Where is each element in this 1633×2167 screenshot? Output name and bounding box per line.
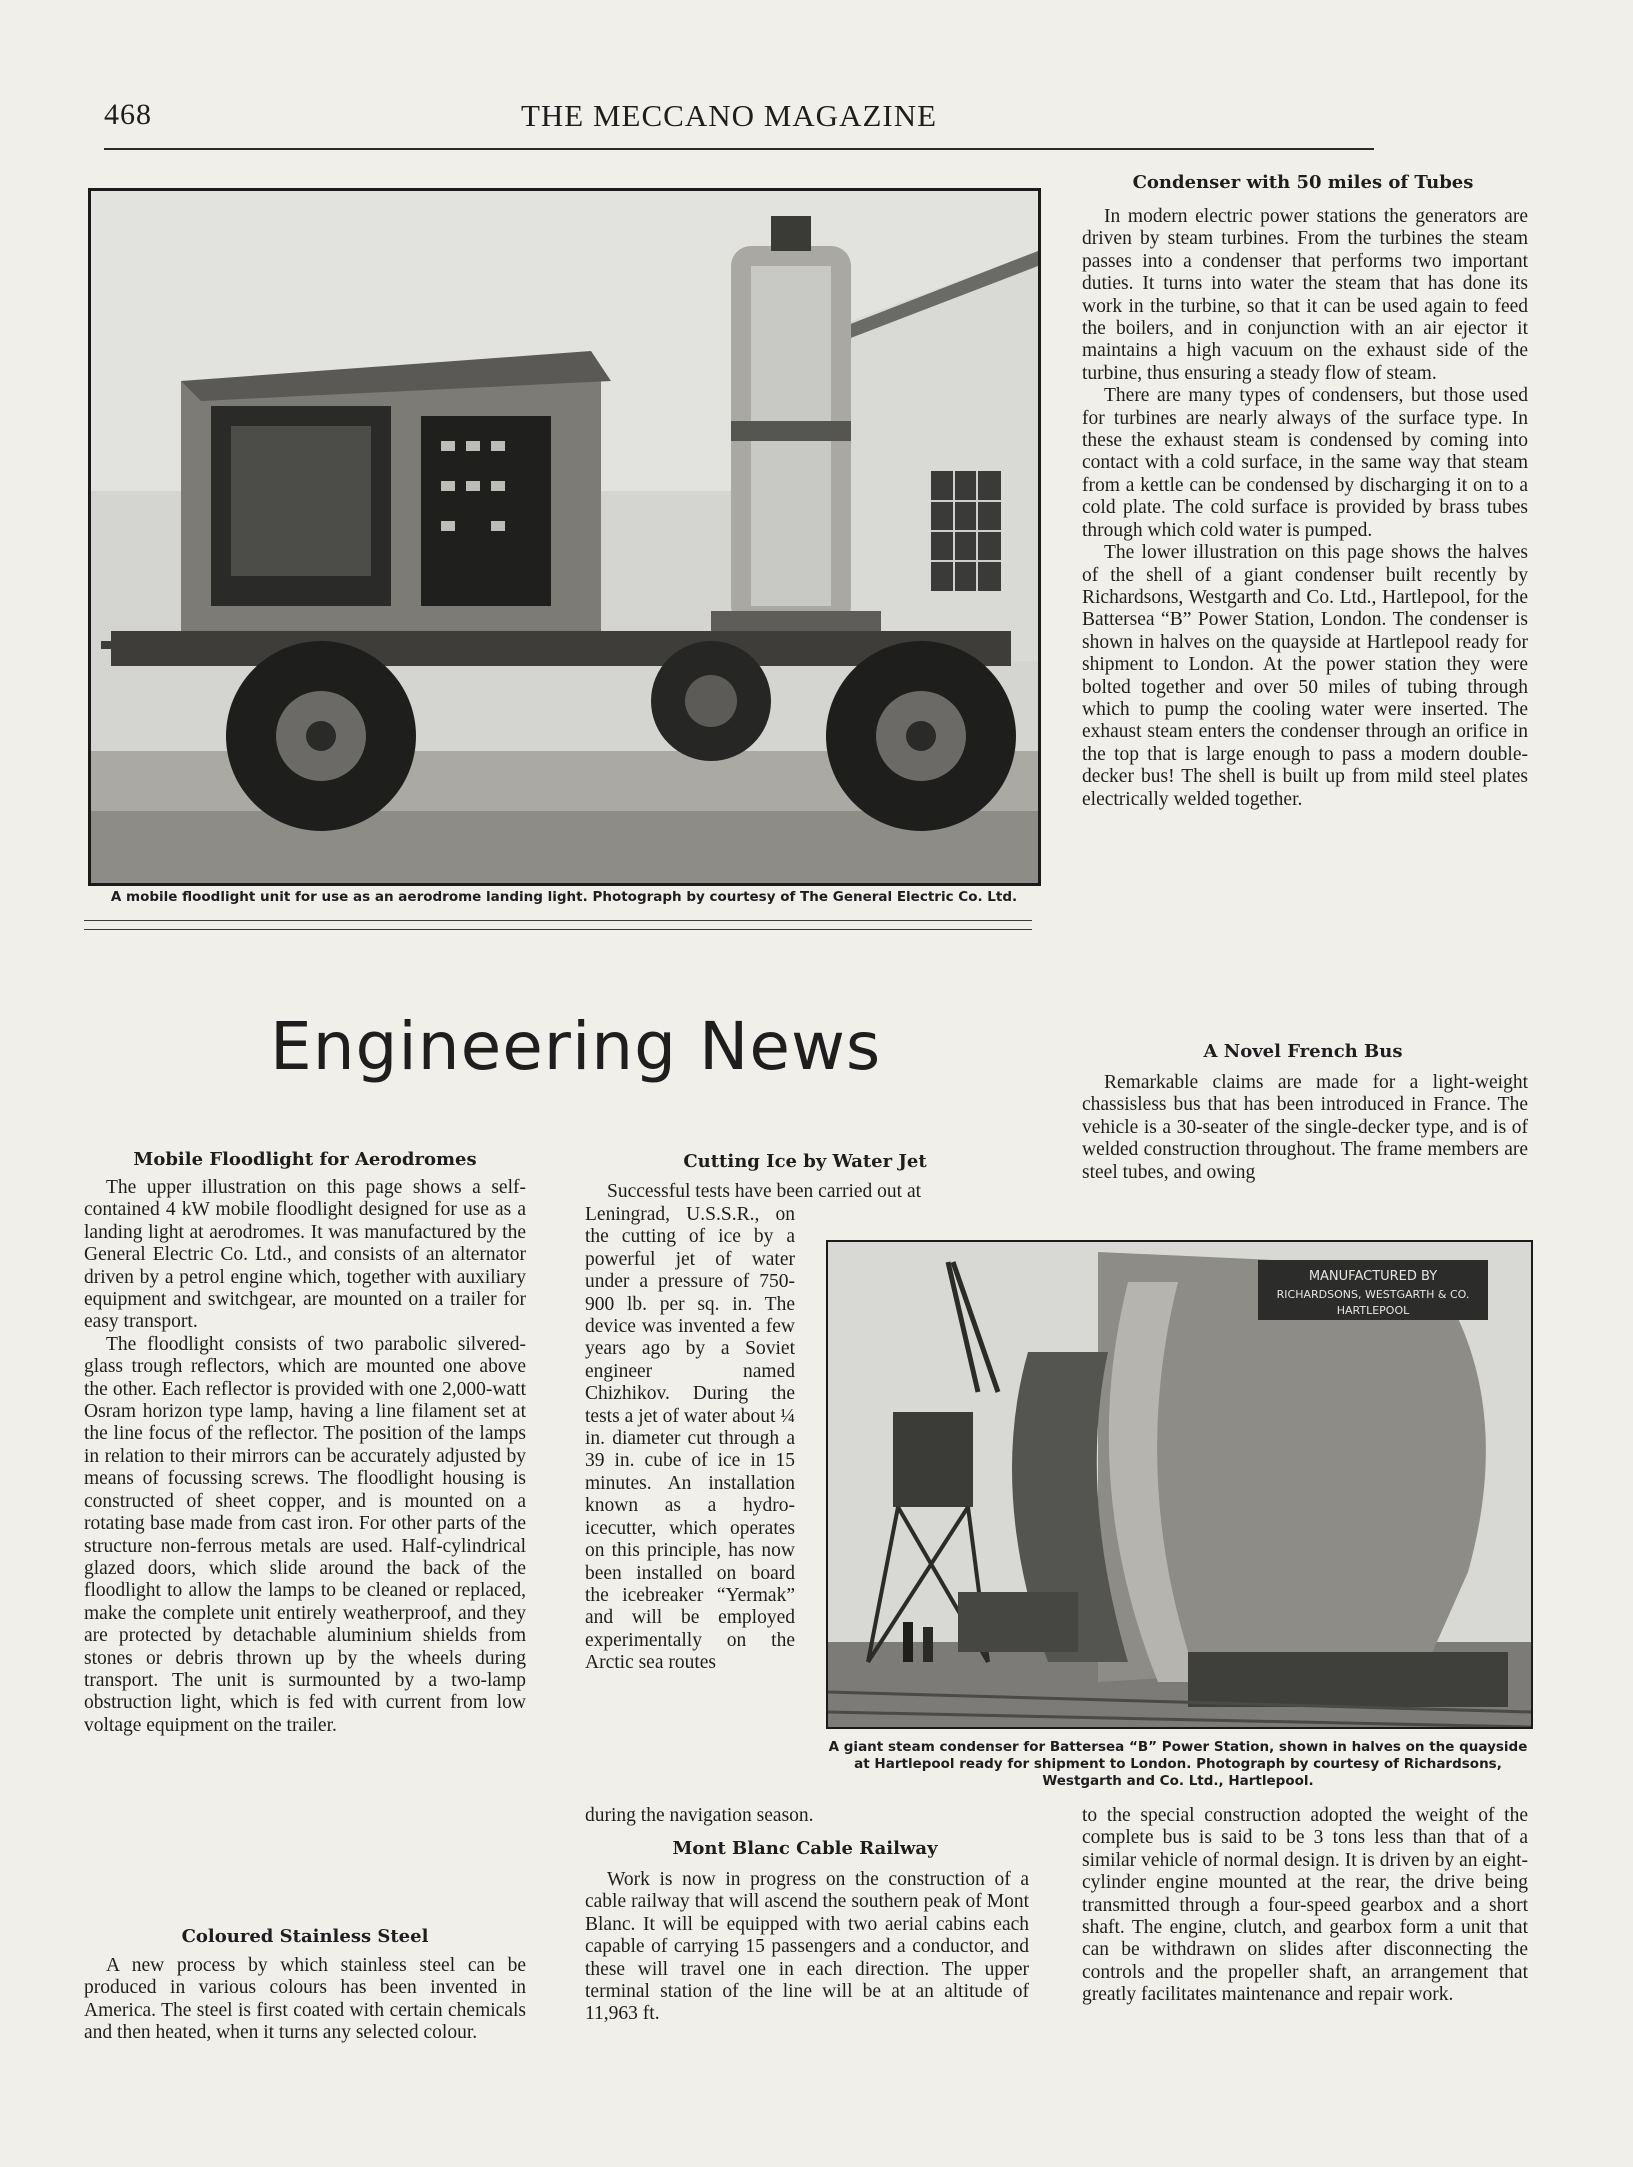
stainless-article-title: Coloured Stainless Steel <box>181 1926 429 1947</box>
floodlight-photo <box>88 188 1041 886</box>
bus-article-title: A Novel French Bus <box>1203 1041 1403 1062</box>
caption-rule-2 <box>84 929 1032 930</box>
condenser-paragraph-3: The lower illustration on this page shows the halves of the shell of a giant condenser built recently by Richardsons, Westgarth and Co. Ltd., Hartlepool, for the Battersea “B” Power Station, London. The condenser is shown in halves on the quayside at Hartlepool ready for shipment to London. At the power station they were bolted together and over 50 miles of tubing through which to pump the cooling water were inserted. The exhaust steam enters the condenser through an orifice in the top that is large enough to pass a modern double-decker bus! The shell is built up from mild steel plates electrically welded together. <box>1082 542 1528 810</box>
ice-article-end <box>585 1805 1029 1827</box>
floodlight-photo-drawing <box>91 191 1038 883</box>
ice-paragraph-end: during the navigation season. <box>585 1805 814 1826</box>
condenser-article-body <box>1082 206 1528 811</box>
ice-article-intro <box>585 1181 1029 1203</box>
ice-article-body: Leningrad, U.S.S.R., on the cutting of ice by a powerful jet of water under a pressure of 750-900 lb. per sq. in. The device was invented a few years ago by a Soviet engineer named Chizhikov. During the tests a jet of water about ¼ in. diameter cut through a 39 in. cube of ice in 15 minutes. An installation known as a hydro-icecutter, which operates on this principle, has now been installed on board the icebreaker “Yermak” and will be employed experimentally on the Arctic sea routes <box>585 1204 795 1674</box>
montblanc-article-body <box>585 1869 1029 2026</box>
stainless-paragraph-1: A new process by which stainless steel can be produced in various colours has been invented in America. The steel is first coated with certain chemicals and then heated, when it turns any selected colour. <box>84 1955 526 2044</box>
floodlight-paragraph-2: The floodlight consists of two parabolic silvered-glass trough reflectors, which are mounted one above the other. Each reflector is provided with one 2,000-watt Osram horizon type lamp, having a line filament set at the line focus of the reflector. The position of the lamps in relation to their mirrors can be accurately adjusted by means of focussing screws. The floodlight housing is constructed of sheet copper, and is mounted on a rotating base made from cast iron. For other parts of the structure non-ferrous metals are used. Half-cylindrical glazed doors, which slide around the back of the floodlight to allow the lamps to be cleaned or replaced, make the complete unit entirely weatherproof, and they are protected by detachable aluminium shields from stones or debris thrown up by the wheels during transport. The unit is surmounted by a two-lamp obstruction light, which is fed with current from low voltage equipment on the trailer. <box>84 1333 526 1736</box>
header-rule <box>104 148 1374 150</box>
page-header <box>84 98 1374 154</box>
ice-article-title: Cutting Ice by Water Jet <box>683 1151 927 1172</box>
condenser-article-title: Condenser with 50 miles of Tubes <box>1132 172 1474 193</box>
condenser-plate-line-2: RICHARDSONS, WESTGARTH & CO. <box>1276 1288 1470 1301</box>
condenser-paragraph-1: In modern electric power stations the generators are driven by steam turbines. From the turbines the steam passes into a condenser that performs two important duties. It turns into water the steam that has done its work in the turbine, so that it can be used again to feed the boilers, and in conjunction with an air ejector it maintains a high vacuum on the exhaust side of the turbine, thus ensuring a steady flow of steam. <box>1082 206 1528 384</box>
stainless-article-body <box>84 1955 526 2045</box>
magazine-title: THE MECCANO MAGAZINE <box>520 98 938 133</box>
condenser-photo <box>826 1240 1533 1729</box>
bus-paragraph-continuation: to the special construction adopted the weight of the complete bus is said to be 3 tons less than that of a similar vehicle of normal design. It is driven by an eight-cylinder engine mounted at the rear, the drive being transmitted through a four-speed gearbox and a short shaft. The engine, clutch, and gearbox form a unit that can be withdrawn on slides after disconnecting the controls and the propeller shaft, an arrangement that greatly facilitates maintenance and repair work. <box>1082 1805 1528 2006</box>
condenser-photo-caption: A giant steam condenser for Battersea “B” Power Station, shown in halves on the quayside at Hartlepool ready for shipment to London. Photograph by courtesy of Richardsons, Westgarth and Co. Ltd., Hartlepool. <box>828 1739 1528 1789</box>
condenser-plate-line-3: HARTLEPOOL <box>1336 1304 1410 1317</box>
page-number: 468 <box>104 98 152 131</box>
condenser-plate-line-1: MANUFACTURED BY <box>1308 1269 1438 1284</box>
condenser-paragraph-2: There are many types of condensers, but those used for turbines are nearly always of the surface type. In these the exhaust steam is condensed by coming into contact with a cold surface, in the same way that steam from a kettle can be condensed by discharging it on to a cold plate. The cold surface is provided by brass tubes through which cold water is pumped. <box>1082 385 1528 541</box>
bus-paragraph-1: Remarkable claims are made for a light-weight chassisless bus that has been introduced in France. The vehicle is a 30-seater of the single-decker type, and is of welded construction throughout. The frame members are steel tubes, and owing <box>1082 1072 1528 1183</box>
section-headline: Engineering News <box>270 1008 882 1085</box>
floodlight-article-title: Mobile Floodlight for Aerodromes <box>133 1149 477 1170</box>
caption-rule-1 <box>84 920 1032 921</box>
montblanc-paragraph-1: Work is now in progress on the construction of a cable railway that will ascend the southern peak of Mont Blanc. It will be equipped with two aerial cabins each capable of carrying 15 passengers and a conductor, and these will travel one in each direction. The upper terminal station of the line will be at an altitude of 11,963 ft. <box>585 1869 1029 2025</box>
condenser-photo-drawing <box>828 1242 1531 1727</box>
montblanc-article-title: Mont Blanc Cable Railway <box>672 1838 938 1859</box>
floodlight-article-body <box>84 1177 526 1737</box>
floodlight-paragraph-1: The upper illustration on this page shows a self-contained 4 kW mobile floodlight designed for use as a landing light at aerodromes. It was manufactured by the General Electric Co. Ltd., and consists of an alternator driven by a petrol engine which, together with auxiliary equipment and switchgear, are mounted on a trailer for easy transport. <box>84 1177 526 1333</box>
bus-article-body <box>1082 1072 1528 1184</box>
floodlight-photo-caption: A mobile floodlight unit for use as an aerodrome landing light. Photograph by courtesy of The General Electric Co. Ltd. <box>110 889 1018 905</box>
bus-article-continuation <box>1082 1805 1528 2007</box>
ice-paragraph-lead: Successful tests have been carried out at <box>607 1181 922 1202</box>
